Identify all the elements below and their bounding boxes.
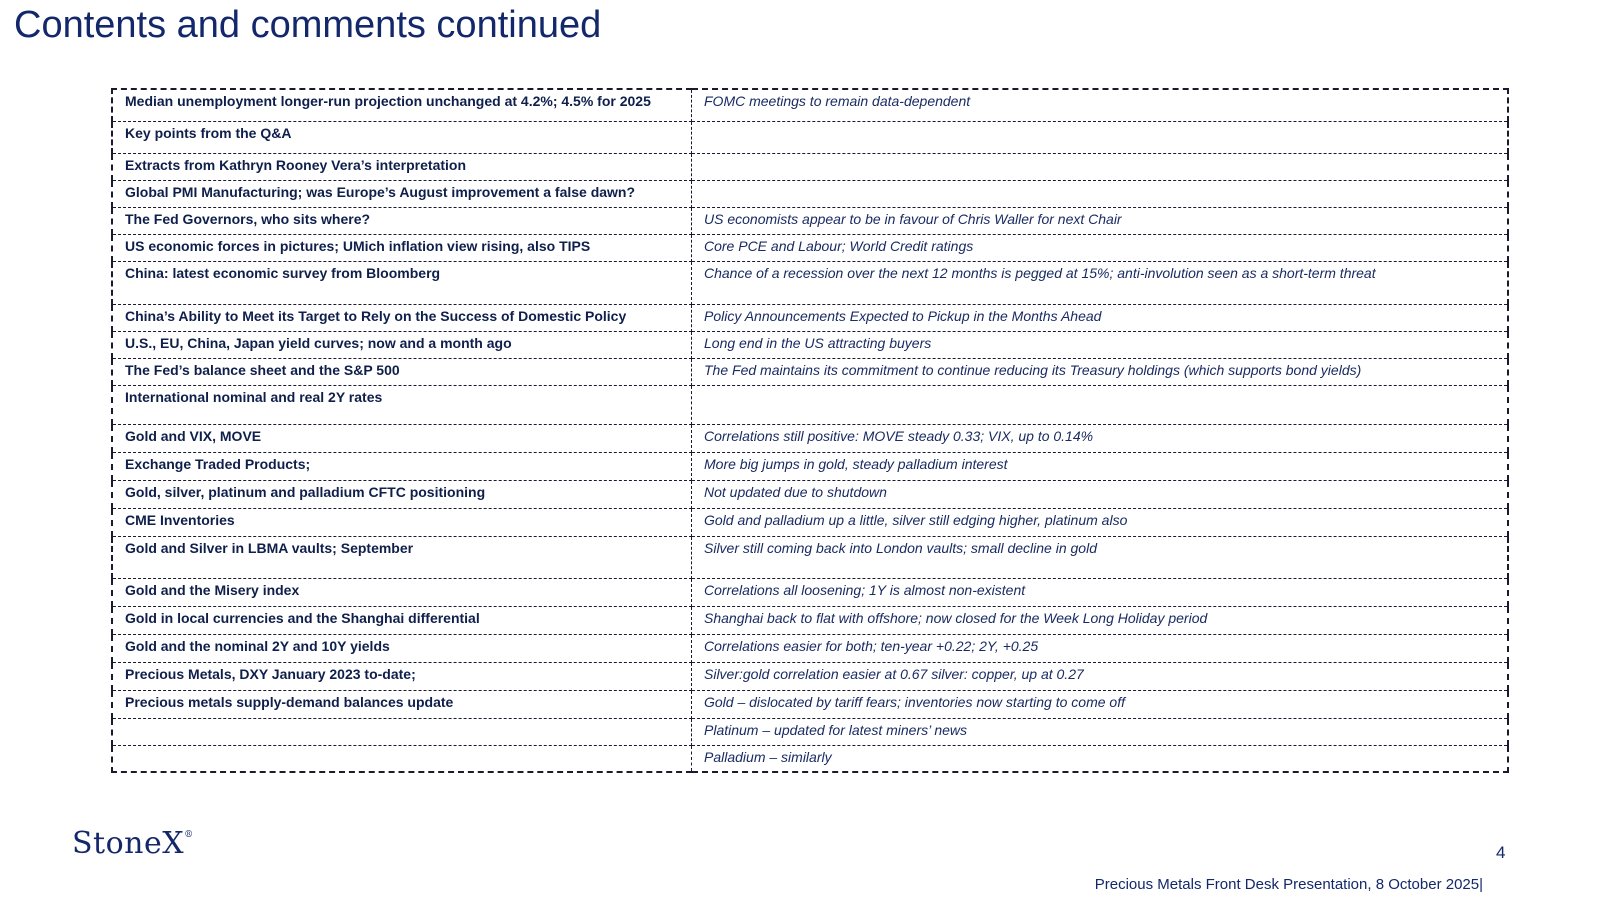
topic-cell: Gold in local currencies and the Shanghai differential: [112, 606, 692, 634]
topic-cell: Global PMI Manufacturing; was Europe’s August improvement a false dawn?: [112, 180, 692, 207]
topic-cell: CME Inventories: [112, 508, 692, 536]
table-row: [112, 662, 1508, 690]
table-row: [112, 261, 1508, 304]
table-row: [112, 153, 1508, 180]
topic-cell: [112, 745, 692, 772]
comment-cell: Shanghai back to flat with offshore; now closed for the Week Long Holiday period: [692, 606, 1509, 634]
comment-cell: Silver still coming back into London vaults; small decline in gold: [692, 536, 1509, 578]
topic-cell: Gold and the nominal 2Y and 10Y yields: [112, 634, 692, 662]
topic-cell: China’s Ability to Meet its Target to Rely on the Success of Domestic Policy: [112, 304, 692, 331]
topic-cell: U.S., EU, China, Japan yield curves; now and a month ago: [112, 331, 692, 358]
table-row: [112, 385, 1508, 424]
page-number: 4: [1496, 843, 1506, 862]
comment-cell: FOMC meetings to remain data-dependent: [692, 89, 1509, 121]
comment-cell: Gold and palladium up a little, silver still edging higher, platinum also: [692, 508, 1509, 536]
topic-cell: The Fed’s balance sheet and the S&P 500: [112, 358, 692, 385]
comment-cell: Platinum – updated for latest miners’ news: [692, 718, 1509, 745]
table-row: [112, 578, 1508, 606]
table-row: [112, 690, 1508, 718]
table-row: [112, 331, 1508, 358]
topic-cell: Key points from the Q&A: [112, 121, 692, 153]
comment-cell: Chance of a recession over the next 12 months is pegged at 15%; anti-involution seen as a short-term threat: [692, 261, 1509, 304]
table-row: [112, 634, 1508, 662]
comment-cell: US economists appear to be in favour of Chris Waller for next Chair: [692, 207, 1509, 234]
contents-table-body: [112, 89, 1508, 772]
table-row: [112, 207, 1508, 234]
comment-cell: Correlations all loosening; 1Y is almost non-existent: [692, 578, 1509, 606]
registered-mark: ®: [184, 830, 194, 840]
logo-wordmark: StoneX: [72, 826, 185, 861]
topic-cell: Exchange Traded Products;: [112, 452, 692, 480]
table-row: [112, 508, 1508, 536]
table-row: [112, 452, 1508, 480]
topic-cell: Extracts from Kathryn Rooney Vera’s interpretation: [112, 153, 692, 180]
topic-cell: Gold, silver, platinum and palladium CFTC positioning: [112, 480, 692, 508]
comment-cell: Core PCE and Labour; World Credit ratings: [692, 234, 1509, 261]
table-row: [112, 745, 1508, 772]
table-row: [112, 424, 1508, 452]
comment-cell: Gold – dislocated by tariff fears; inventories now starting to come off: [692, 690, 1509, 718]
topic-cell: The Fed Governors, who sits where?: [112, 207, 692, 234]
comment-cell: [692, 121, 1509, 153]
topic-cell: [112, 718, 692, 745]
comment-cell: Silver:gold correlation easier at 0.67 silver: copper, up at 0.27: [692, 662, 1509, 690]
topic-cell: Gold and Silver in LBMA vaults; September: [112, 536, 692, 578]
comment-cell: Long end in the US attracting buyers: [692, 331, 1509, 358]
table-row: [112, 121, 1508, 153]
topic-cell: Gold and VIX, MOVE: [112, 424, 692, 452]
comment-cell: [692, 153, 1509, 180]
comment-cell: Not updated due to shutdown: [692, 480, 1509, 508]
page-title: Contents and comments continued: [14, 4, 602, 46]
topic-cell: Precious Metals, DXY January 2023 to-date;: [112, 662, 692, 690]
topic-cell: Gold and the Misery index: [112, 578, 692, 606]
topic-cell: Precious metals supply-demand balances update: [112, 690, 692, 718]
stonex-logo: [72, 826, 194, 861]
table-row: [112, 536, 1508, 578]
contents-table: [111, 88, 1509, 773]
table-row: [112, 89, 1508, 121]
comment-cell: Palladium – similarly: [692, 745, 1509, 772]
comment-cell: Correlations easier for both; ten-year +0.22; 2Y, +0.25: [692, 634, 1509, 662]
comment-cell: Policy Announcements Expected to Pickup in the Months Ahead: [692, 304, 1509, 331]
comment-cell: More big jumps in gold, steady palladium interest: [692, 452, 1509, 480]
table-row: [112, 480, 1508, 508]
table-row: [112, 718, 1508, 745]
footer-text: Precious Metals Front Desk Presentation, 8 October 2025|: [1094, 876, 1483, 893]
topic-cell: International nominal and real 2Y rates: [112, 385, 692, 424]
table-row: [112, 304, 1508, 331]
comment-cell: [692, 180, 1509, 207]
topic-cell: Median unemployment longer-run projection unchanged at 4.2%; 4.5% for 2025: [112, 89, 692, 121]
table-row: [112, 180, 1508, 207]
table-row: [112, 606, 1508, 634]
comment-cell: [692, 385, 1509, 424]
topic-cell: China: latest economic survey from Bloomberg: [112, 261, 692, 304]
topic-cell: US economic forces in pictures; UMich inflation view rising, also TIPS: [112, 234, 692, 261]
comment-cell: The Fed maintains its commitment to continue reducing its Treasury holdings (which supports bond yields): [692, 358, 1509, 385]
table-row: [112, 234, 1508, 261]
table-row: [112, 358, 1508, 385]
comment-cell: Correlations still positive: MOVE steady 0.33; VIX, up to 0.14%: [692, 424, 1509, 452]
